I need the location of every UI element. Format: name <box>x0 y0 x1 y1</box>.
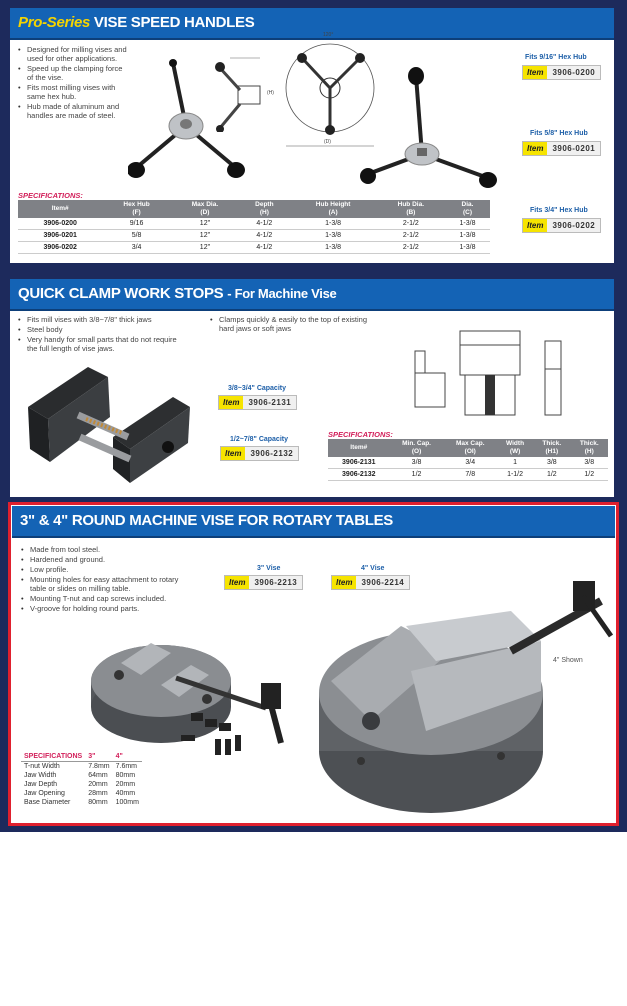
table-cell: 12" <box>171 218 239 230</box>
table-cell: 100mm <box>115 799 139 806</box>
column-header: Max Cap. (OI) <box>444 439 497 457</box>
bullet: • Mounting T-nut and cap screws included. <box>21 594 191 603</box>
item-number-box: Item 3906-2214 <box>331 575 410 590</box>
table-cell: Jaw Opening <box>24 790 65 797</box>
item-number-box: Item 3906-0202 <box>522 218 601 233</box>
table-cell: Base Diameter <box>24 799 71 806</box>
table-row <box>328 457 608 469</box>
handles-spec-table <box>18 200 490 254</box>
table-cell: 4-1/2 <box>239 230 289 242</box>
stops-spec-table <box>328 439 608 481</box>
table-cell: 1-1/2 <box>497 469 533 481</box>
table-row <box>328 469 608 481</box>
table-cell: 64mm <box>88 772 108 779</box>
column-header: 3" <box>85 752 112 762</box>
column-header: Min. Cap. (O) <box>390 439 444 457</box>
work-stop-diagram <box>405 321 575 421</box>
table-cell: 1-3/8 <box>290 230 377 242</box>
table-cell: 1 <box>497 457 533 469</box>
item-number-box: Item 3906-2132 <box>220 446 299 461</box>
spec-header-row <box>21 752 142 762</box>
table-cell: 1-3/8 <box>445 242 490 254</box>
title-sub: - For Machine Vise <box>227 286 337 301</box>
rotary-vise-panel <box>8 502 619 826</box>
bullet: • Mounting holes for easy attachment to rotary table or slides on milling table. <box>21 575 191 593</box>
column-header: Thick. (H1) <box>533 439 570 457</box>
bullet: • Low profile. <box>21 565 191 574</box>
table-cell: 1/2 <box>390 469 444 481</box>
column-header: Item# <box>18 200 102 218</box>
capacity-label: 3/8~3/4" Capacity <box>228 385 286 392</box>
h-label: (H) <box>267 90 274 96</box>
table-cell: 1/2 <box>571 469 608 481</box>
table-cell: Jaw Depth <box>24 781 58 788</box>
table-cell: 80mm <box>115 772 136 779</box>
table-cell: 1/2 <box>533 469 570 481</box>
table-cell: 3/8 <box>571 457 608 469</box>
column-header: Thick. (H) <box>571 439 608 457</box>
bullet: • Made from tool steel. <box>21 545 191 554</box>
spec-title: SPECIFICATIONS: <box>328 430 393 439</box>
column-header: Max Dia. (D) <box>171 200 239 218</box>
column-header: Width (W) <box>497 439 533 457</box>
column-header: Hub Height (A) <box>290 200 377 218</box>
table-cell: 5/8 <box>102 230 170 242</box>
bullet: • V-groove for holding round parts. <box>21 604 191 613</box>
column-header: Item# <box>328 439 390 457</box>
table-cell: 7.6mm <box>115 763 138 770</box>
table-cell: T-nut Width <box>24 763 60 770</box>
table-cell: 12" <box>171 230 239 242</box>
table-cell: 3906-0201 <box>18 230 102 242</box>
table-cell: 2-1/2 <box>377 230 445 242</box>
table-cell: 3/4 <box>102 242 170 254</box>
title-brand: Pro-Series <box>18 14 91 31</box>
table-row <box>21 798 142 807</box>
table-cell: 7/8 <box>444 469 497 481</box>
angle-label: 120° <box>323 32 334 38</box>
large-vise-photo <box>311 581 613 821</box>
table-cell: 1-3/8 <box>290 218 377 230</box>
spec-header-row <box>328 439 608 457</box>
shown-caption: 4" Shown <box>553 657 583 664</box>
table-cell: 9/16 <box>102 218 170 230</box>
fit-label: Fits 9/16" Hex Hub <box>525 54 587 61</box>
work-stops-header <box>10 279 614 311</box>
vise-size-label: 3" Vise <box>257 565 281 572</box>
table-cell: 1-3/8 <box>445 230 490 242</box>
table-cell: 80mm <box>88 799 108 806</box>
item-number-box: Item 3906-0201 <box>522 141 601 156</box>
table-cell: 40mm <box>115 790 136 797</box>
table-cell: 20mm <box>88 781 108 788</box>
rotary-spec-table <box>21 752 142 807</box>
column-header: 4" <box>113 752 142 762</box>
table-cell: 7.8mm <box>88 763 110 770</box>
table-row <box>21 762 142 772</box>
stops-bullet-list <box>18 315 188 354</box>
bullet: • Steel body <box>18 325 188 334</box>
work-stop-photo <box>18 357 198 485</box>
table-cell: 2-1/2 <box>377 242 445 254</box>
fit-label: Fits 5/8" Hex Hub <box>530 130 588 137</box>
capacity-label: 1/2~7/8" Capacity <box>230 436 288 443</box>
table-cell: 4-1/2 <box>239 218 289 230</box>
speed-handle-photo-2 <box>360 66 500 196</box>
column-header: Dia. (C) <box>445 200 490 218</box>
tnut-parts <box>171 705 281 765</box>
title-text: VISE SPEED HANDLES <box>93 14 255 31</box>
item-number-box: Item 3906-0200 <box>522 65 601 80</box>
speed-handles-panel <box>10 8 614 263</box>
table-cell: 4-1/2 <box>239 242 289 254</box>
table-cell: 3/8 <box>390 457 444 469</box>
bullet: • Very handy for small parts that do not require the full length of vise jaws. <box>18 335 188 353</box>
table-row <box>21 780 142 789</box>
d-label: (D) <box>324 139 331 145</box>
column-header: SPECIFICATIONS <box>21 752 85 762</box>
handles-bullet-list <box>18 45 130 121</box>
table-cell: 3/4 <box>444 457 497 469</box>
column-header: Depth (H) <box>239 200 289 218</box>
column-header: Hub Dia. (B) <box>377 200 445 218</box>
table-cell: 3906-0200 <box>18 218 102 230</box>
rotary-vise-header <box>12 506 615 538</box>
table-row <box>21 771 142 780</box>
table-row <box>18 218 490 230</box>
table-row <box>18 242 490 254</box>
rotary-bullet-list <box>21 545 191 614</box>
bullet: • Fits mill vises with 3/8~7/8" thick jaws <box>18 315 188 324</box>
item-number-box: Item 3906-2213 <box>224 575 303 590</box>
table-cell: 3906-2132 <box>328 469 390 481</box>
bullet: • Clamps quickly & easily to the top of existing hard jaws or soft jaws <box>210 315 370 333</box>
table-cell: 3906-2131 <box>328 457 390 469</box>
vise-size-label: 4" Vise <box>361 565 385 572</box>
title-text: QUICK CLAMP WORK STOPS <box>18 285 224 302</box>
title-text: 3" & 4" ROUND MACHINE VISE FOR ROTARY TABLES <box>20 512 393 529</box>
spec-header-row <box>18 200 490 218</box>
spec-title: SPECIFICATIONS: <box>18 191 83 200</box>
stops-bullet-list-right <box>210 315 370 334</box>
bullet: • Hardened and ground. <box>21 555 191 564</box>
item-number-box: Item 3906-2131 <box>218 395 297 410</box>
fit-label: Fits 3/4" Hex Hub <box>530 207 588 214</box>
table-cell: 20mm <box>115 781 136 788</box>
table-cell: 3906-0202 <box>18 242 102 254</box>
table-row <box>21 789 142 798</box>
column-header: Hex Hub (F) <box>102 200 170 218</box>
table-cell: 3/8 <box>533 457 570 469</box>
bullet: • Speed up the clamping force of the vise. <box>18 64 130 82</box>
table-cell: 28mm <box>88 790 108 797</box>
table-cell: 12" <box>171 242 239 254</box>
bullet: • Designed for milling vises and used for other applications. <box>18 45 130 63</box>
bullet: • Fits most milling vises with same hex hub. <box>18 83 130 101</box>
table-cell: 2-1/2 <box>377 218 445 230</box>
table-cell: 1-3/8 <box>290 242 377 254</box>
bullet: • Hub made of aluminum and handles are made of steel. <box>18 102 130 120</box>
work-stops-panel <box>10 279 614 497</box>
table-cell: 1-3/8 <box>445 218 490 230</box>
table-cell: Jaw Width <box>24 772 57 779</box>
table-row <box>18 230 490 242</box>
